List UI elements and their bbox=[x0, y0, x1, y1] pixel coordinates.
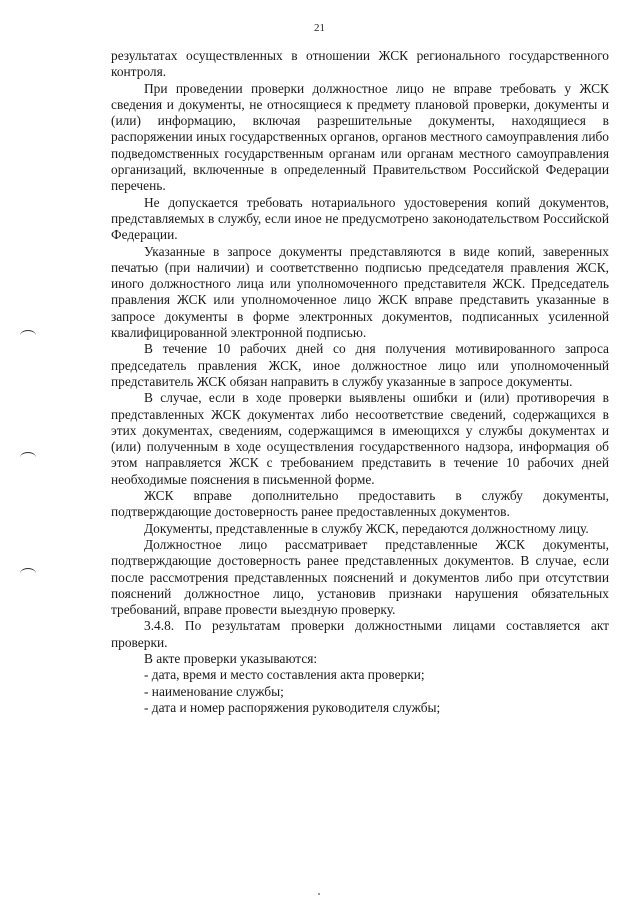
paragraph: Должностное лицо рассматривает представленные ЖСК документы, подтверждающие достоверность ранее представленных документов. В случае, если после рассмотрения представленных пояснений и документов либо при отсутствии пояснений должностное лицо, установив признаки нарушения обязательных требований, вправе провести выездную проверку. bbox=[111, 536, 609, 618]
scan-mark bbox=[20, 452, 36, 463]
scan-mark bbox=[20, 330, 36, 341]
list-item: - наименование службы; bbox=[144, 683, 284, 699]
paragraph: В акте проверки указываются: bbox=[144, 650, 318, 666]
scan-mark bbox=[20, 568, 36, 579]
paragraph: результатах осуществленных в отношении ЖСК регионального государственного контроля. bbox=[111, 48, 609, 80]
paragraph: Документы, представленные в службу ЖСК, передаются должностному лицу. bbox=[144, 520, 589, 536]
list-item: - дата и номер распоряжения руководителя службы; bbox=[144, 699, 441, 715]
page-number: 21 bbox=[314, 22, 325, 34]
paragraph: Указанные в запросе документы представляются в виде копий, заверенных печатью (при наличии) и соответственно подписью председателя правления ЖСК, иного должностного лица или уполномоченного представителя ЖСК. Председатель правления ЖСК или уполномоченное лицо ЖСК вправе представить указанные в запросе документы в форме электронных документов, подписанных усиленной квалифицированной электронной подписью. bbox=[111, 243, 609, 341]
paragraph: В случае, если в ходе проверки выявлены ошибки и (или) противоречия в представленных ЖСК документах либо несоответствие сведений, содержащихся в этих документах, сведениям, содержащимся в имеющихся у службы документах и (или) полученным в ходе осуществления государственного надзора, информация об этом направляется ЖСК с требованием представить в течение 10 рабочих дней необходимые пояснения в письменной форме. bbox=[111, 390, 609, 487]
scan-speck bbox=[318, 893, 320, 895]
paragraph: При проведении проверки должностное лицо не вправе требовать у ЖСК сведения и документы, не относящиеся к предмету плановой проверки, документы и (или) информацию, включая разрешительные документы, находящиеся в распоряжении иных государственных органов, органов местного самоуправления либо подведомственных государственным органам или органам местного самоуправления организаций, включенные в определенный Правительством Российской Федерации перечень. bbox=[111, 80, 609, 194]
paragraph: В течение 10 рабочих дней со дня получения мотивированного запроса председатель правления ЖСК, иное должностное лицо или уполномоченный представитель ЖСК обязан направить в службу указанные в запросе документы. bbox=[111, 341, 609, 389]
paragraph: Не допускается требовать нотариального удостоверения копий документов, представляемых в службу, если иное не предусмотрено законодательством Российской Федерации. bbox=[111, 194, 609, 243]
paragraph: ЖСК вправе дополнительно предоставить в службу документы, подтверждающие достоверность ранее предоставленных документов. bbox=[111, 488, 609, 520]
document-body bbox=[111, 48, 609, 716]
section-heading-paragraph: 3.4.8. По результатам проверки должностными лицами составляется акт проверки. bbox=[111, 618, 609, 650]
list-item: - дата, время и место составления акта проверки; bbox=[144, 667, 425, 683]
